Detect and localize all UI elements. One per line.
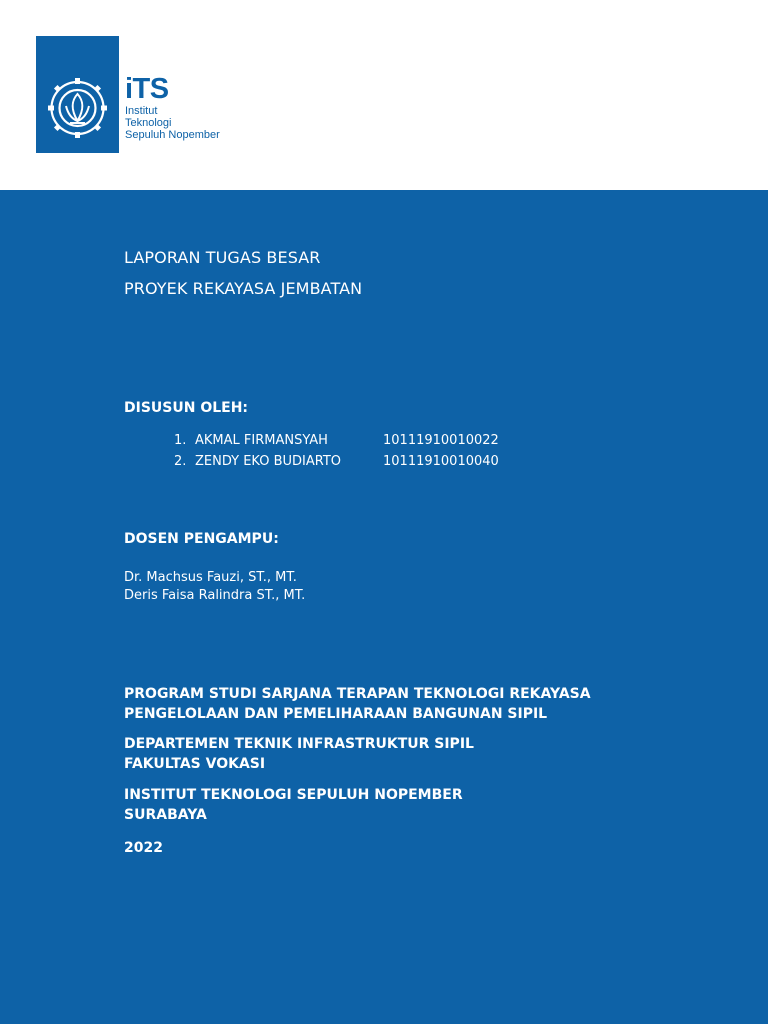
program-line-2: PENGELOLAAN DAN PEMELIHARAAN BANGUNAN SIPIL bbox=[124, 706, 548, 722]
its-seal-icon bbox=[40, 78, 115, 138]
report-year: 2022 bbox=[124, 840, 163, 856]
department-line: DEPARTEMEN TEKNIK INFRASTRUKTUR SIPIL bbox=[124, 736, 474, 752]
its-name-line-1: Institut bbox=[125, 105, 158, 117]
author-number: 1. bbox=[174, 433, 187, 448]
faculty-line: FAKULTAS VOKASI bbox=[124, 756, 266, 772]
report-title: LAPORAN TUGAS BESAR bbox=[124, 248, 321, 267]
report-subtitle: PROYEK REKAYASA JEMBATAN bbox=[124, 279, 363, 298]
author-name: ZENDY EKO BUDIARTO bbox=[195, 454, 342, 469]
its-name-line-2: Teknologi bbox=[125, 117, 172, 129]
supervisor-name: Deris Faisa Ralindra ST., MT. bbox=[124, 588, 306, 603]
its-logo-badge bbox=[36, 36, 119, 153]
its-abbreviation: iTS bbox=[125, 73, 169, 105]
author-name: AKMAL FIRMANSYAH bbox=[195, 433, 328, 448]
supervisor-name: Dr. Machsus Fauzi, ST., MT. bbox=[124, 570, 297, 585]
cover-body bbox=[0, 190, 768, 1024]
cover-header bbox=[0, 0, 768, 190]
university-line: INSTITUT TEKNOLOGI SEPULUH NOPEMBER bbox=[124, 787, 463, 803]
author-number: 2. bbox=[174, 454, 187, 469]
authors-label: DISUSUN OLEH: bbox=[124, 400, 249, 416]
supervisors-label: DOSEN PENGAMPU: bbox=[124, 531, 279, 547]
author-nim: 10111910010040 bbox=[383, 454, 499, 469]
program-line-1: PROGRAM STUDI SARJANA TERAPAN TEKNOLOGI REKAYASA bbox=[124, 686, 591, 702]
its-wordmark bbox=[125, 74, 220, 141]
its-name-line-3: Sepuluh Nopember bbox=[125, 129, 220, 141]
city-line: SURABAYA bbox=[124, 807, 207, 823]
author-nim: 10111910010022 bbox=[383, 433, 499, 448]
